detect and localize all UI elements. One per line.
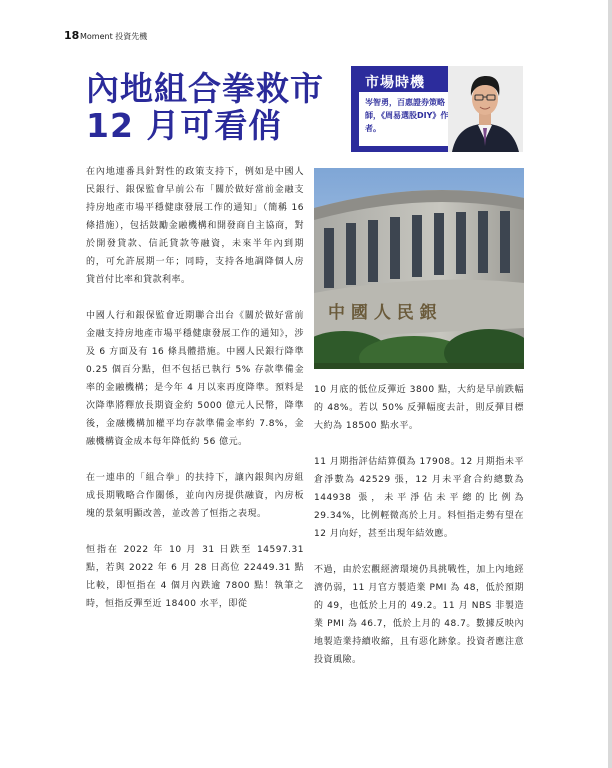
- paragraph-7: 不過，由於宏觀經濟環境仍具挑戰性，加上內地經濟仍弱，11 月官方製造業 PMI 為 48，低於預期的 49，也低於上月的 49.2。11 月 NBS 非製造業 PMI 為 46.7，低於上月的 48.7。數據反映內地製造業持續收縮，且有惡化跡象。投資者應注意投資風險。: [314, 565, 524, 665]
- paragraph-5: 10 月底的低位反彈近 3800 點，大約是早前跌幅的 48%。若以 50% 反彈幅度去計，則反彈目標大約為 18500 點水平。: [314, 385, 524, 431]
- paragraph-4: 恒指在 2022 年 10 月 31 日跌至 14597.31 點，若與 2022 年 6 月 28 日高位 22449.31 點比較，即恒指在 4 個月內跌逾 7800 點！執筆之時，恒指反彈至近 18400 水平，即從: [86, 545, 304, 609]
- headline-line-1: 內地組合拳救市: [86, 69, 324, 108]
- page-number: 18: [64, 29, 80, 42]
- publication-name: Moment 投資先機: [80, 32, 148, 41]
- bank-building-photo-icon: [314, 168, 524, 369]
- article-right-column: [314, 381, 524, 687]
- headline: [86, 71, 366, 145]
- author-portrait-icon: [448, 66, 523, 152]
- author-description: 岑智勇，百惠證券策略師，《周易選股DIY》作者。: [365, 98, 449, 133]
- page-edge-shadow: [608, 0, 612, 768]
- bank-sign-text: 中 國 人 民 銀: [328, 303, 437, 323]
- headline-line-2: 12 月可看俏: [86, 106, 283, 145]
- paragraph-6: 11 月期指評估結算價為 17908。12 月期指未平倉淨數為 42529 張，12 月未平倉合約總數為 144938 張，未平淨佔未平總的比例為 29.34%，比例輕微高於上月。料恒指走勢有望在 12 月向好，甚至出現年結效應。: [314, 457, 524, 539]
- article-left-column: [86, 163, 304, 631]
- paragraph-3: 在一連串的「組合拳」的扶持下，讓內銀與內房組成長期戰略合作關係，並向內房提供融資，內房板塊的景氣明顯改善，並改善了恒指之表現。: [86, 473, 304, 519]
- paragraph-2: 中國人行和銀保監會近期聯合出台《關於做好當前金融支持房地產市場平穩健康發展工作的通知》，涉及 6 方面及有 16 條具體措施。中國人民銀行降準 0.25 個百分點，但不包括已執行 5% 存款準備金率的金融機構；是今年 4 月以來再度降準。預料是次降準將釋放長期資金約 5000 億元人民幣，降準後，金融機構加權平均存款準備金率約 7.8%，金融機構資金成本每年降低約 56 億元。: [86, 311, 304, 447]
- paragraph-1: 在內地連番具針對性的政策支持下，例如是中國人民銀行、銀保監會早前公布「關於做好當前金融支持房地產市場平穩健康發展工作的通知」（簡稱 16 條措施），包括鼓勵金融機構和開發商自主協商，對於開發貸款、信託貸款等融資，未來半年內到期的，可允許展期一年；同時，支持各地調降個人房貸首付比率和貸款利率。: [86, 167, 304, 285]
- section-title: 市場時機: [365, 75, 425, 91]
- author-desc-panel: [359, 92, 454, 146]
